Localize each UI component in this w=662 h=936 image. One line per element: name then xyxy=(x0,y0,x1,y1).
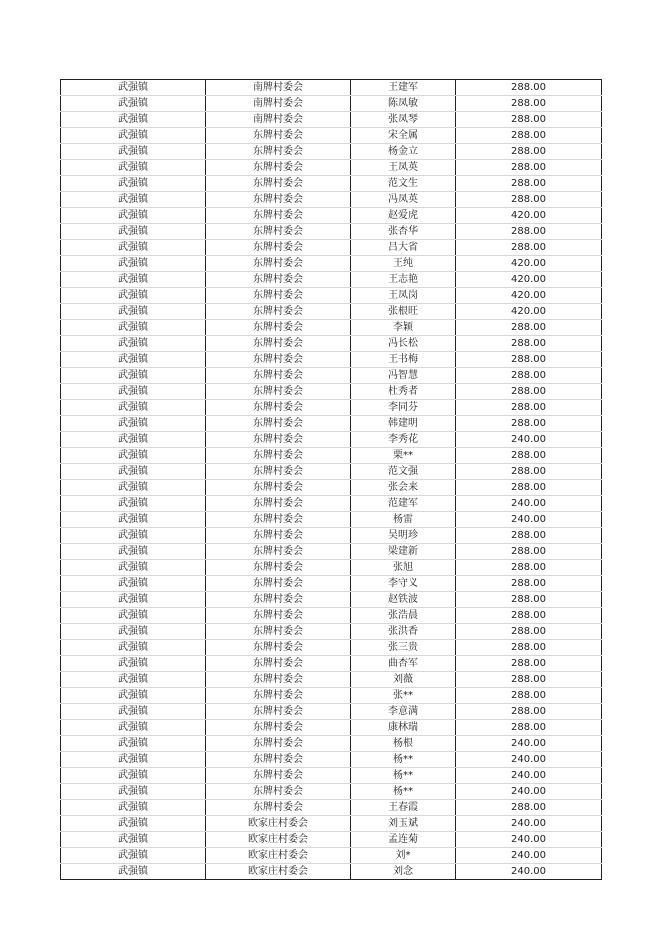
name-cell: 张三贵 xyxy=(351,640,456,656)
town-cell: 武强镇 xyxy=(61,864,206,880)
amount-cell: 288.00 xyxy=(456,128,602,144)
village-cell: 南牌村委会 xyxy=(206,96,351,112)
table-row xyxy=(61,560,602,576)
table-row xyxy=(61,832,602,848)
town-cell: 武强镇 xyxy=(61,272,206,288)
village-cell: 东牌村委会 xyxy=(206,800,351,816)
town-cell: 武强镇 xyxy=(61,208,206,224)
town-cell: 武强镇 xyxy=(61,768,206,784)
name-cell: 王书梅 xyxy=(351,352,456,368)
table-row xyxy=(61,288,602,304)
village-cell: 东牌村委会 xyxy=(206,176,351,192)
town-cell: 武强镇 xyxy=(61,336,206,352)
village-cell: 欧家庄村委会 xyxy=(206,864,351,880)
village-cell: 东牌村委会 xyxy=(206,288,351,304)
town-cell: 武强镇 xyxy=(61,672,206,688)
name-cell: 李守义 xyxy=(351,576,456,592)
village-cell: 东牌村委会 xyxy=(206,224,351,240)
village-cell: 东牌村委会 xyxy=(206,272,351,288)
name-cell: 杨** xyxy=(351,768,456,784)
town-cell: 武强镇 xyxy=(61,112,206,128)
name-cell: 张** xyxy=(351,688,456,704)
amount-cell: 240.00 xyxy=(456,512,602,528)
name-cell: 曲杏军 xyxy=(351,656,456,672)
table-row xyxy=(61,416,602,432)
village-cell: 东牌村委会 xyxy=(206,640,351,656)
table-row xyxy=(61,176,602,192)
village-cell: 东牌村委会 xyxy=(206,320,351,336)
table-row xyxy=(61,384,602,400)
amount-cell: 240.00 xyxy=(456,752,602,768)
village-cell: 东牌村委会 xyxy=(206,496,351,512)
table-row xyxy=(61,224,602,240)
amount-cell: 288.00 xyxy=(456,704,602,720)
amount-cell: 288.00 xyxy=(456,192,602,208)
town-cell: 武强镇 xyxy=(61,752,206,768)
name-cell: 刘玉斌 xyxy=(351,816,456,832)
amount-cell: 288.00 xyxy=(456,144,602,160)
name-cell: 李同芬 xyxy=(351,400,456,416)
name-cell: 吴明珍 xyxy=(351,528,456,544)
table-row xyxy=(61,768,602,784)
table-row xyxy=(61,448,602,464)
village-cell: 东牌村委会 xyxy=(206,480,351,496)
amount-cell: 240.00 xyxy=(456,432,602,448)
name-cell: 王凤英 xyxy=(351,160,456,176)
name-cell: 王志艳 xyxy=(351,272,456,288)
town-cell: 武强镇 xyxy=(61,784,206,800)
amount-cell: 288.00 xyxy=(456,656,602,672)
name-cell: 刘薇 xyxy=(351,672,456,688)
table-row xyxy=(61,304,602,320)
amount-cell: 288.00 xyxy=(456,352,602,368)
amount-cell: 420.00 xyxy=(456,256,602,272)
village-cell: 东牌村委会 xyxy=(206,400,351,416)
name-cell: 康林瑞 xyxy=(351,720,456,736)
name-cell: 杜秀者 xyxy=(351,384,456,400)
village-cell: 东牌村委会 xyxy=(206,720,351,736)
town-cell: 武强镇 xyxy=(61,736,206,752)
table-row xyxy=(61,752,602,768)
amount-cell: 288.00 xyxy=(456,464,602,480)
town-cell: 武强镇 xyxy=(61,368,206,384)
town-cell: 武强镇 xyxy=(61,80,206,96)
village-cell: 东牌村委会 xyxy=(206,752,351,768)
name-cell: 吕大省 xyxy=(351,240,456,256)
village-cell: 欧家庄村委会 xyxy=(206,816,351,832)
town-cell: 武强镇 xyxy=(61,800,206,816)
village-cell: 南牌村委会 xyxy=(206,112,351,128)
village-cell: 东牌村委会 xyxy=(206,384,351,400)
name-cell: 杨金立 xyxy=(351,144,456,160)
amount-cell: 288.00 xyxy=(456,96,602,112)
village-cell: 东牌村委会 xyxy=(206,576,351,592)
name-cell: 赵铁波 xyxy=(351,592,456,608)
data-table xyxy=(60,79,602,880)
village-cell: 东牌村委会 xyxy=(206,672,351,688)
amount-cell: 288.00 xyxy=(456,640,602,656)
town-cell: 武强镇 xyxy=(61,560,206,576)
amount-cell: 288.00 xyxy=(456,320,602,336)
table-row xyxy=(61,336,602,352)
table-row xyxy=(61,208,602,224)
town-cell: 武强镇 xyxy=(61,576,206,592)
table-row xyxy=(61,128,602,144)
village-cell: 东牌村委会 xyxy=(206,256,351,272)
village-cell: 东牌村委会 xyxy=(206,368,351,384)
table-row xyxy=(61,864,602,880)
town-cell: 武强镇 xyxy=(61,128,206,144)
village-cell: 东牌村委会 xyxy=(206,560,351,576)
name-cell: 杨根 xyxy=(351,736,456,752)
table-row xyxy=(61,688,602,704)
amount-cell: 288.00 xyxy=(456,224,602,240)
name-cell: 刘* xyxy=(351,848,456,864)
town-cell: 武强镇 xyxy=(61,352,206,368)
village-cell: 东牌村委会 xyxy=(206,624,351,640)
spreadsheet-table xyxy=(60,79,601,880)
table-row xyxy=(61,800,602,816)
town-cell: 武强镇 xyxy=(61,160,206,176)
village-cell: 东牌村委会 xyxy=(206,544,351,560)
amount-cell: 288.00 xyxy=(456,800,602,816)
table-row xyxy=(61,80,602,96)
amount-cell: 288.00 xyxy=(456,624,602,640)
town-cell: 武强镇 xyxy=(61,848,206,864)
amount-cell: 240.00 xyxy=(456,848,602,864)
village-cell: 东牌村委会 xyxy=(206,208,351,224)
name-cell: 张洪香 xyxy=(351,624,456,640)
town-cell: 武强镇 xyxy=(61,96,206,112)
amount-cell: 288.00 xyxy=(456,592,602,608)
name-cell: 孟连菊 xyxy=(351,832,456,848)
name-cell: 王纯 xyxy=(351,256,456,272)
village-cell: 东牌村委会 xyxy=(206,448,351,464)
village-cell: 东牌村委会 xyxy=(206,336,351,352)
town-cell: 武强镇 xyxy=(61,304,206,320)
table-row xyxy=(61,272,602,288)
town-cell: 武强镇 xyxy=(61,496,206,512)
table-row xyxy=(61,160,602,176)
amount-cell: 288.00 xyxy=(456,544,602,560)
town-cell: 武强镇 xyxy=(61,656,206,672)
table-row xyxy=(61,320,602,336)
name-cell: 范文强 xyxy=(351,464,456,480)
amount-cell: 420.00 xyxy=(456,272,602,288)
table-row xyxy=(61,624,602,640)
name-cell: 张浩晨 xyxy=(351,608,456,624)
amount-cell: 288.00 xyxy=(456,400,602,416)
name-cell: 张根旺 xyxy=(351,304,456,320)
amount-cell: 240.00 xyxy=(456,784,602,800)
name-cell: 杨雷 xyxy=(351,512,456,528)
amount-cell: 420.00 xyxy=(456,288,602,304)
name-cell: 张会来 xyxy=(351,480,456,496)
amount-cell: 420.00 xyxy=(456,304,602,320)
village-cell: 东牌村委会 xyxy=(206,144,351,160)
village-cell: 东牌村委会 xyxy=(206,512,351,528)
table-row xyxy=(61,400,602,416)
table-row xyxy=(61,96,602,112)
name-cell: 李颖 xyxy=(351,320,456,336)
village-cell: 东牌村委会 xyxy=(206,464,351,480)
town-cell: 武强镇 xyxy=(61,224,206,240)
amount-cell: 288.00 xyxy=(456,560,602,576)
table-row xyxy=(61,144,602,160)
table-row xyxy=(61,256,602,272)
amount-cell: 240.00 xyxy=(456,496,602,512)
village-cell: 东牌村委会 xyxy=(206,304,351,320)
table-row xyxy=(61,640,602,656)
name-cell: 王建军 xyxy=(351,80,456,96)
table-row xyxy=(61,704,602,720)
amount-cell: 288.00 xyxy=(456,240,602,256)
amount-cell: 240.00 xyxy=(456,816,602,832)
town-cell: 武强镇 xyxy=(61,528,206,544)
village-cell: 东牌村委会 xyxy=(206,352,351,368)
amount-cell: 288.00 xyxy=(456,336,602,352)
village-cell: 东牌村委会 xyxy=(206,656,351,672)
table-row xyxy=(61,672,602,688)
amount-cell: 288.00 xyxy=(456,688,602,704)
name-cell: 张凤琴 xyxy=(351,112,456,128)
village-cell: 东牌村委会 xyxy=(206,704,351,720)
amount-cell: 288.00 xyxy=(456,672,602,688)
town-cell: 武强镇 xyxy=(61,640,206,656)
town-cell: 武强镇 xyxy=(61,720,206,736)
name-cell: 陈凤敏 xyxy=(351,96,456,112)
amount-cell: 420.00 xyxy=(456,208,602,224)
town-cell: 武强镇 xyxy=(61,816,206,832)
name-cell: 赵爱虎 xyxy=(351,208,456,224)
town-cell: 武强镇 xyxy=(61,832,206,848)
town-cell: 武强镇 xyxy=(61,544,206,560)
town-cell: 武强镇 xyxy=(61,416,206,432)
amount-cell: 288.00 xyxy=(456,448,602,464)
village-cell: 东牌村委会 xyxy=(206,192,351,208)
town-cell: 武强镇 xyxy=(61,176,206,192)
town-cell: 武强镇 xyxy=(61,464,206,480)
table-row xyxy=(61,736,602,752)
table-row xyxy=(61,544,602,560)
name-cell: 范建军 xyxy=(351,496,456,512)
table-row xyxy=(61,816,602,832)
town-cell: 武强镇 xyxy=(61,592,206,608)
town-cell: 武强镇 xyxy=(61,256,206,272)
town-cell: 武强镇 xyxy=(61,608,206,624)
table-row xyxy=(61,496,602,512)
amount-cell: 288.00 xyxy=(456,608,602,624)
table-row xyxy=(61,528,602,544)
town-cell: 武强镇 xyxy=(61,624,206,640)
amount-cell: 288.00 xyxy=(456,160,602,176)
name-cell: 栗** xyxy=(351,448,456,464)
amount-cell: 288.00 xyxy=(456,368,602,384)
name-cell: 冯智慧 xyxy=(351,368,456,384)
name-cell: 宋全属 xyxy=(351,128,456,144)
amount-cell: 288.00 xyxy=(456,80,602,96)
village-cell: 东牌村委会 xyxy=(206,160,351,176)
table-row xyxy=(61,512,602,528)
table-row xyxy=(61,240,602,256)
village-cell: 东牌村委会 xyxy=(206,416,351,432)
village-cell: 东牌村委会 xyxy=(206,736,351,752)
village-cell: 东牌村委会 xyxy=(206,768,351,784)
table-body xyxy=(61,80,602,880)
town-cell: 武强镇 xyxy=(61,240,206,256)
table-row xyxy=(61,784,602,800)
table-row xyxy=(61,848,602,864)
table-row xyxy=(61,464,602,480)
village-cell: 东牌村委会 xyxy=(206,432,351,448)
amount-cell: 240.00 xyxy=(456,864,602,880)
village-cell: 东牌村委会 xyxy=(206,784,351,800)
town-cell: 武强镇 xyxy=(61,432,206,448)
town-cell: 武强镇 xyxy=(61,704,206,720)
name-cell: 杨** xyxy=(351,784,456,800)
village-cell: 欧家庄村委会 xyxy=(206,832,351,848)
name-cell: 杨** xyxy=(351,752,456,768)
amount-cell: 240.00 xyxy=(456,832,602,848)
village-cell: 东牌村委会 xyxy=(206,592,351,608)
name-cell: 冯长松 xyxy=(351,336,456,352)
amount-cell: 288.00 xyxy=(456,576,602,592)
town-cell: 武强镇 xyxy=(61,384,206,400)
name-cell: 冯凤英 xyxy=(351,192,456,208)
amount-cell: 288.00 xyxy=(456,416,602,432)
amount-cell: 288.00 xyxy=(456,384,602,400)
name-cell: 王春霞 xyxy=(351,800,456,816)
amount-cell: 288.00 xyxy=(456,528,602,544)
name-cell: 李秀花 xyxy=(351,432,456,448)
name-cell: 刘念 xyxy=(351,864,456,880)
town-cell: 武强镇 xyxy=(61,480,206,496)
table-row xyxy=(61,608,602,624)
table-row xyxy=(61,592,602,608)
amount-cell: 288.00 xyxy=(456,112,602,128)
table-row xyxy=(61,192,602,208)
table-row xyxy=(61,720,602,736)
amount-cell: 240.00 xyxy=(456,736,602,752)
town-cell: 武强镇 xyxy=(61,512,206,528)
amount-cell: 240.00 xyxy=(456,768,602,784)
village-cell: 东牌村委会 xyxy=(206,528,351,544)
village-cell: 东牌村委会 xyxy=(206,688,351,704)
table-row xyxy=(61,480,602,496)
table-row xyxy=(61,112,602,128)
village-cell: 欧家庄村委会 xyxy=(206,848,351,864)
town-cell: 武强镇 xyxy=(61,320,206,336)
town-cell: 武强镇 xyxy=(61,144,206,160)
town-cell: 武强镇 xyxy=(61,448,206,464)
amount-cell: 288.00 xyxy=(456,176,602,192)
amount-cell: 288.00 xyxy=(456,480,602,496)
village-cell: 东牌村委会 xyxy=(206,240,351,256)
village-cell: 南牌村委会 xyxy=(206,80,351,96)
name-cell: 张旭 xyxy=(351,560,456,576)
name-cell: 王凤岗 xyxy=(351,288,456,304)
table-row xyxy=(61,576,602,592)
name-cell: 韩建明 xyxy=(351,416,456,432)
table-row xyxy=(61,352,602,368)
town-cell: 武强镇 xyxy=(61,400,206,416)
table-row xyxy=(61,368,602,384)
village-cell: 东牌村委会 xyxy=(206,128,351,144)
town-cell: 武强镇 xyxy=(61,688,206,704)
amount-cell: 288.00 xyxy=(456,720,602,736)
village-cell: 东牌村委会 xyxy=(206,608,351,624)
name-cell: 张杏华 xyxy=(351,224,456,240)
name-cell: 范文生 xyxy=(351,176,456,192)
table-row xyxy=(61,656,602,672)
town-cell: 武强镇 xyxy=(61,192,206,208)
name-cell: 李意满 xyxy=(351,704,456,720)
town-cell: 武强镇 xyxy=(61,288,206,304)
name-cell: 梁建新 xyxy=(351,544,456,560)
table-row xyxy=(61,432,602,448)
